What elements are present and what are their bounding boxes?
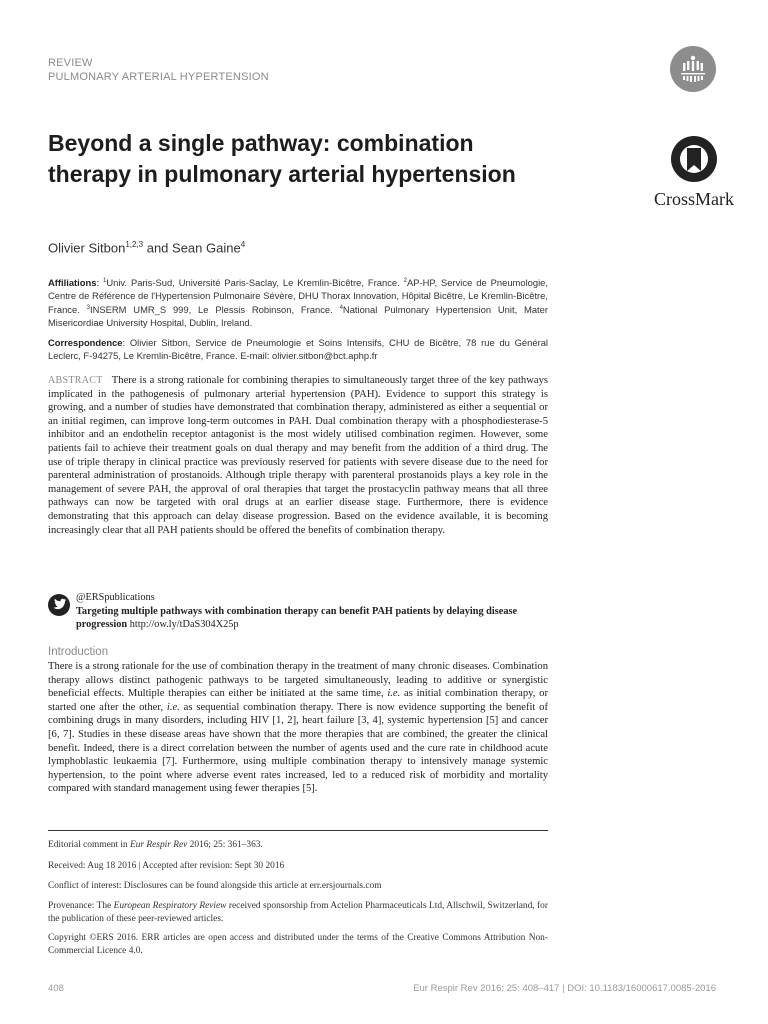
author-affiliation-marks: 1,2,3 xyxy=(125,240,144,249)
abstract-block xyxy=(48,374,548,537)
affiliation-text: National Pulmonary Hypertension Unit, Mater Misericordiae University Hospital, Dublin, Ireland. xyxy=(48,304,549,329)
affiliation-text: INSERM UMR_S 999, Le Plessis Robinson, France. xyxy=(89,304,340,316)
provenance-note xyxy=(48,900,548,925)
provenance-text: Provenance: The xyxy=(48,901,114,911)
journal-citation: Eur Respir Rev 2016; 25: 408–417 | DOI: 10.1183/16000617.0085-2016 xyxy=(413,983,716,994)
copyright-note: Copyright ©ERS 2016. ERR articles are open access and distributed under the terms of the Creative Commons Attribution Non-Commercial Licence 4.0. xyxy=(48,933,548,956)
correspondence-label: Correspondence xyxy=(48,337,123,348)
provenance-text: received sponsorship from Actelion Pharmaceuticals Ltd, Allschwil, Switzerland, for the publication of these peer-reviewed articles. xyxy=(48,901,548,924)
author-affiliation-marks: 4 xyxy=(240,240,246,249)
correspondence-block: Correspondence: Olivier Sitbon, Service de Pneumologie et Soins Intensifs, CHU de Bicêtre, 78 rue du Général Leclerc, F-94275, Le Kremlin-Bicêtre, France. E-mail: olivier.sitbon@bct.aphp.fr xyxy=(48,337,548,361)
article-title: Beyond a single pathway: combination therapy in pulmonary arterial hypertension xyxy=(48,130,516,187)
editorial-journal: Eur Respir Rev xyxy=(130,840,188,850)
crossmark-badge[interactable] xyxy=(648,134,740,210)
author-line xyxy=(48,240,245,255)
affiliations-label: Affiliations xyxy=(48,277,97,289)
affiliation-number: 2 xyxy=(403,278,408,284)
affiliation-number: 1 xyxy=(103,278,107,284)
tweet-link[interactable]: http://ow.ly/tDaS304X25p xyxy=(129,619,239,630)
section-heading-introduction: Introduction xyxy=(48,646,109,658)
affiliation-text: Univ. Paris-Sud, Université Paris-Saclay, Le Kremlin-Bicêtre, France. xyxy=(106,277,404,289)
crossmark-label: CrossMark xyxy=(654,189,734,209)
intro-ie: i.e. xyxy=(166,701,180,713)
footnote-divider xyxy=(48,830,548,831)
tweet-block xyxy=(76,591,548,632)
editorial-text: 2016; 25: 361–363. xyxy=(187,840,263,850)
received-note: Received: Aug 18 2016 | Accepted after revision: Sept 30 2016 xyxy=(48,861,285,871)
affiliation-number: 4 xyxy=(339,305,343,312)
affiliations-block: Affiliations: $^1$Univ. Paris-Sud, Université Paris-Saclay, Le Kremlin-Bicêtre, France. $^2$AP-HP, Service de Pneumologie, Centre de Référence de l'Hypertension Pulmonaire Sévère, DHU Thorax Innovation, Hôpital Bicêtre, Le Kremlin-Bicêtre, France. $^3$INSERM UMR_S 999, Le Plessis Robinson, France. $^4$National Pulmonary Hypertension Unit, Mater Misericordiae University Hospital, Dublin, Ireland. xyxy=(48,277,549,329)
abstract-label: ABSTRACT xyxy=(48,375,103,386)
provenance-journal: European Respiratory Review xyxy=(113,901,227,911)
editorial-text: Editorial comment in xyxy=(48,840,131,850)
ers-logo-icon xyxy=(670,46,716,92)
crossmark-icon xyxy=(669,134,719,184)
kicker-section: PULMONARY ARTERIAL HYPERTENSION xyxy=(48,71,269,83)
intro-text: as sequential combination therapy. There is now evidence supporting the benefit of combining drugs in many disorders, including HIV [1, 2], heart failure [3, 4], systemic hypertension [5] and cancer [6, 7]. Studies in these disease areas have shown that the more therapies that are combined, the greater the clinical benefit. Indeed, there is a direct correlation between the number of agents used and the cure rate in childhood acute lymphoblastic leukaemia [7]. Furthermore, using multiple combination therapy to intensively manage systemic hypertension, to the point where adverse event rates increased, led to a reduced risk of morbidity and mortality compared with standard management using fewer therapies [5]. xyxy=(48,701,548,795)
affiliation-number: 3 xyxy=(86,305,90,312)
twitter-bird-icon xyxy=(48,594,70,616)
affiliation-text: AP-HP, Service de Pneumologie, Centre de Référence de l'Hypertension Pulmonaire Sévère, DHU Thorax Innovation, Hôpital Bicêtre, Le Kremlin-Bicêtre, France. xyxy=(48,277,548,316)
conflict-note: Conflict of interest: Disclosures can be found alongside this article at err.ersjournals.com xyxy=(48,881,382,891)
intro-ie: i.e. xyxy=(387,688,401,700)
editorial-note xyxy=(48,839,548,852)
article-type-kicker xyxy=(48,56,269,84)
intro-text: as initial combination therapy, or started one after the other, xyxy=(48,688,548,713)
page-number: 408 xyxy=(48,983,64,994)
introduction-paragraph xyxy=(48,660,548,796)
kicker-review: REVIEW xyxy=(48,57,93,69)
author-name: Olivier Sitbon xyxy=(48,240,126,256)
intro-text: There is a strong rationale for the use of combination therapy in the treatment of many chronic diseases. Combination therapy allows distinct pathogenic pathways to be targeted simultaneously, leading to additive or synergistic beneficial effects. Multiple therapies can either be initiated at the same time, xyxy=(48,661,548,700)
author-name: Sean Gaine xyxy=(172,240,241,256)
author-separator: and xyxy=(143,240,173,256)
tweet-handle: @ERSpublications xyxy=(76,592,155,603)
tweet-text: Targeting multiple pathways with combination therapy can benefit PAH patients by delaying disease progression xyxy=(76,605,518,630)
correspondence-text: Olivier Sitbon, Service de Pneumologie et Soins Intensifs, CHU de Bicêtre, 78 rue du Général Leclerc, F-94275, Le Kremlin-Bicêtre, France. E-mail: olivier.sitbon@bct.aphp.fr xyxy=(48,337,548,361)
abstract-text: There is a strong rationale for combining therapies to simultaneously target three of the key pathways implicated in the pathogenesis of pulmonary arterial hypertension (PAH). Evidence to support this strategy is growing, and a number of studies have demonstrated that combination therapy, administered as either a sequential or an initial regimen, can improve long-term outcomes in PAH. Dual combination therapy with a phosphodiesterase-5 inhibitor and an endothelin receptor antagonist is the most widely utilised combination regimen. However, some patients fail to achieve their treatment goals on dual therapy and may benefit from the addition of a third drug. The use of triple therapy in clinical practice was previously reserved for patients with severe disease due to the need for parenteral administration of prostanoids. Although triple therapy with parenteral prostanoids plays a key role in the management of severe PAH, the approval of oral therapies that target the prostacyclin pathway means that all three pathways can now be targeted with oral drugs at an earlier disease stage. Furthermore, there is evidence demonstrating that this approach can delay disease progression. Based on the evidence available, it is becoming increasingly clear that all PAH patients should be offered the benefits of combination therapy. xyxy=(48,375,548,536)
